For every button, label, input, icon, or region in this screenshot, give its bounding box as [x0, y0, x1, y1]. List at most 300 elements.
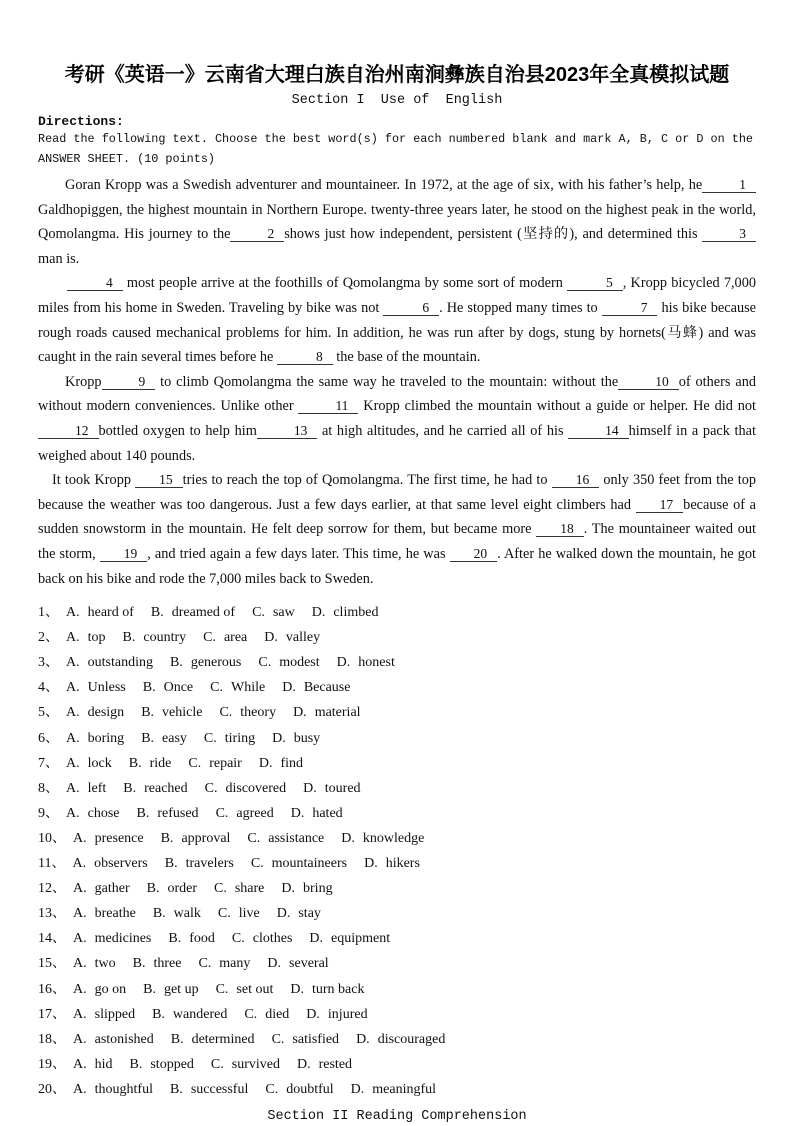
option-B: [170, 655, 241, 670]
option-text: tiring: [224, 730, 256, 746]
passage-text: man is.: [38, 250, 80, 267]
option-A: [66, 655, 153, 670]
option-text: breathe: [94, 906, 136, 922]
option-C: [211, 1057, 280, 1072]
option-text: presence: [94, 830, 144, 846]
option-B: [133, 956, 182, 971]
option-letter: D.: [272, 730, 286, 746]
option-C: [198, 956, 250, 971]
question-number: 14、: [38, 931, 66, 947]
option-C: [218, 906, 260, 921]
question-row: [38, 851, 756, 876]
option-text: ride: [149, 755, 172, 771]
question-number: 18、: [38, 1031, 66, 1047]
option-text: walk: [173, 906, 201, 922]
option-text: observers: [94, 856, 148, 872]
blank-2: 2: [230, 226, 284, 242]
blank-7: 7: [602, 300, 658, 316]
option-D: [272, 731, 320, 746]
option-C: [258, 655, 319, 670]
option-A: [73, 906, 136, 921]
passage-text: his bike because rough roads caused mechanical problems for him. In addition, he was run after by dogs, stung by hornets(马蜂) and was caught in the rain several times before he: [38, 299, 757, 366]
option-D: [291, 806, 343, 821]
option-text: hid: [94, 1056, 113, 1072]
question-row: [38, 625, 756, 650]
option-text: go on: [94, 981, 127, 997]
passage-text: himself in a pack that weighed about 140 pounds.: [38, 422, 756, 464]
passage-paragraph: [38, 173, 756, 271]
question-row: [38, 951, 756, 976]
option-text: approval: [181, 830, 231, 846]
option-letter: D.: [311, 605, 326, 621]
option-letter: B.: [136, 805, 150, 821]
passage-text: , and tried again a few days later. This time, he was: [147, 545, 450, 562]
option-letter: C.: [203, 630, 216, 646]
question-row: [38, 901, 756, 926]
option-A: [66, 605, 134, 620]
option-text: country: [143, 630, 187, 646]
option-text: refused: [157, 805, 199, 821]
option-text: left: [87, 780, 107, 796]
option-letter: B.: [150, 605, 164, 621]
option-letter: B.: [129, 1056, 143, 1072]
option-letter: D.: [341, 830, 355, 846]
option-D: [341, 831, 424, 846]
question-number: 5、: [38, 705, 59, 721]
option-letter: D.: [290, 981, 304, 997]
option-D: [309, 931, 390, 946]
option-text: set out: [236, 981, 274, 997]
option-letter: A.: [73, 1081, 87, 1097]
option-text: generous: [190, 655, 242, 671]
option-C: [204, 731, 255, 746]
option-letter: A.: [72, 856, 87, 872]
option-D: [312, 605, 379, 620]
option-text: meaningful: [372, 1081, 437, 1097]
question-number: 17、: [38, 1006, 66, 1022]
option-B: [141, 731, 187, 746]
option-letter: C.: [215, 805, 229, 821]
question-number: 8、: [38, 780, 59, 796]
option-C: [214, 881, 264, 896]
option-A: [66, 806, 120, 821]
passage-text: Kropp: [65, 373, 102, 390]
option-letter: B.: [170, 1031, 184, 1047]
option-letter: C.: [215, 981, 229, 997]
option-B: [152, 1007, 227, 1022]
option-text: food: [189, 931, 215, 947]
option-D: [264, 630, 320, 645]
option-C: [252, 605, 295, 620]
passage-paragraph: [38, 271, 756, 369]
question-row: [38, 826, 756, 851]
option-A: [66, 731, 124, 746]
option-letter: C.: [188, 755, 202, 771]
directions-text: Read the following text. Choose the best word(s) for each numbered blank and mark A, B, C or D on the ANSWER SHEET. (10 points): [38, 132, 754, 166]
question-number: 4、: [38, 680, 59, 696]
blank-16: 16: [552, 472, 600, 488]
option-text: many: [219, 956, 251, 972]
option-text: honest: [358, 655, 395, 671]
option-text: lock: [87, 755, 112, 771]
option-text: dreamed of: [171, 605, 236, 621]
option-letter: C.: [265, 1081, 279, 1097]
option-text: busy: [293, 730, 321, 746]
option-B: [165, 856, 234, 871]
blank-17: 17: [636, 497, 684, 513]
option-D: [282, 680, 350, 695]
option-letter: D.: [267, 956, 282, 972]
option-C: [203, 630, 247, 645]
option-text: modest: [279, 655, 320, 671]
option-letter: C.: [210, 680, 223, 696]
option-B: [161, 831, 231, 846]
option-text: equipment: [331, 931, 391, 947]
option-text: knowledge: [362, 830, 425, 846]
option-letter: D.: [293, 705, 307, 721]
section2-heading: Section II Reading Comprehension: [267, 1108, 527, 1124]
question-number: 9、: [38, 805, 59, 821]
option-C: [251, 856, 347, 871]
option-text: Once: [163, 680, 194, 696]
section1-heading: Section I Use of English: [291, 93, 503, 108]
option-letter: C.: [204, 780, 218, 796]
question-row: [38, 926, 756, 951]
option-letter: D.: [290, 805, 305, 821]
question-row: [38, 700, 756, 725]
question-row: [38, 801, 756, 826]
option-text: travelers: [185, 856, 234, 872]
option-letter: A.: [73, 1031, 87, 1047]
option-C: [247, 831, 324, 846]
option-text: toured: [324, 780, 361, 796]
option-text: boring: [87, 730, 125, 746]
option-text: bring: [303, 881, 333, 897]
option-D: [356, 1032, 445, 1047]
blank-18: 18: [536, 521, 584, 537]
option-text: rested: [318, 1056, 353, 1072]
option-D: [303, 781, 360, 796]
option-letter: A.: [73, 981, 87, 997]
question-number: 19、: [38, 1056, 66, 1072]
option-text: turn back: [312, 981, 365, 997]
option-text: discouraged: [377, 1031, 446, 1047]
option-text: theory: [240, 705, 277, 721]
passage-text: to climb Qomolangma the same way he traveled to the mountain: without the: [155, 373, 619, 390]
option-letter: D.: [264, 630, 278, 646]
option-text: thoughtful: [94, 1081, 153, 1097]
option-letter: C.: [247, 830, 261, 846]
option-letter: D.: [296, 1056, 311, 1072]
option-text: live: [238, 906, 260, 922]
option-letter: B.: [152, 906, 166, 922]
option-D: [277, 906, 321, 921]
option-letter: C.: [244, 1006, 258, 1022]
passage-text: the base of the mountain.: [332, 349, 481, 366]
passage-text: at high altitudes, and he carried all of his: [317, 422, 569, 439]
blank-13: 13: [257, 423, 318, 439]
option-text: hated: [312, 805, 343, 821]
option-letter: A.: [73, 1056, 87, 1072]
option-text: While: [230, 680, 266, 696]
option-text: medicines: [94, 931, 152, 947]
passage-text: Goran Kropp was a Swedish adventurer and mountaineer. In 1972, at the age of six, with his father’s help, he: [65, 177, 703, 193]
option-A: [66, 705, 124, 720]
option-B: [143, 982, 198, 997]
option-text: survived: [231, 1056, 280, 1072]
option-letter: C.: [258, 655, 272, 671]
option-D: [259, 756, 303, 771]
question-number: 3、: [38, 655, 59, 671]
option-text: agreed: [236, 805, 274, 821]
option-letter: C.: [252, 605, 265, 621]
option-A: [72, 856, 147, 871]
option-B: [168, 931, 215, 946]
option-letter: C.: [250, 856, 264, 872]
question-row: [38, 1002, 756, 1027]
option-text: astonished: [94, 1031, 154, 1047]
option-A: [66, 781, 106, 796]
passage-text: tries to reach the top of Qomolangma. The first time, he had to: [182, 472, 552, 489]
option-D: [364, 856, 420, 871]
option-letter: B.: [128, 755, 142, 771]
option-letter: C.: [271, 1031, 285, 1047]
option-D: [281, 881, 332, 896]
question-row: [38, 726, 756, 751]
option-text: area: [223, 630, 248, 646]
directions-label: Directions:: [38, 114, 124, 129]
option-text: two: [94, 956, 116, 972]
option-letter: A.: [73, 931, 87, 947]
passage-text: most people arrive at the foothills of Qomolangma by some sort of modern: [122, 275, 568, 292]
option-letter: D.: [276, 906, 291, 922]
option-letter: A.: [73, 956, 87, 972]
option-letter: D.: [356, 1031, 370, 1047]
option-text: find: [280, 755, 304, 771]
option-letter: D.: [306, 1006, 320, 1022]
option-C: [210, 680, 265, 695]
option-letter: B.: [164, 856, 178, 872]
option-text: get up: [163, 981, 199, 997]
option-text: mountaineers: [271, 856, 348, 872]
option-letter: B.: [160, 830, 174, 846]
passage-text: because of a sudden snowstorm in the mountain. He felt deep sorrow for them, but became more: [38, 496, 756, 538]
question-number: 15、: [38, 956, 66, 972]
option-text: several: [289, 956, 329, 972]
option-text: doubtful: [286, 1081, 334, 1097]
option-D: [293, 705, 361, 720]
passage-text: . After he walked down the mountain, he got back on his bike and rode the 7,000 miles back to Sweden.: [38, 545, 756, 587]
passage-text: . The mountaineer waited out the storm,: [38, 521, 756, 562]
option-D: [306, 1007, 367, 1022]
option-letter: D.: [258, 755, 273, 771]
option-text: injured: [327, 1006, 368, 1022]
passage-paragraph: [38, 468, 756, 591]
option-B: [123, 630, 187, 645]
question-row: [38, 675, 756, 700]
option-letter: B.: [152, 1006, 165, 1022]
option-letter: B.: [143, 981, 156, 997]
blank-15: 15: [135, 472, 183, 488]
option-letter: C.: [203, 730, 217, 746]
passage-text: . He stopped many times to: [439, 299, 602, 316]
option-letter: A.: [66, 705, 80, 721]
blank-14: 14: [568, 423, 629, 439]
option-B: [143, 680, 193, 695]
option-A: [66, 630, 106, 645]
blank-3: 3: [702, 226, 756, 242]
option-B: [151, 605, 235, 620]
option-text: share: [234, 881, 265, 897]
option-text: vehicle: [162, 705, 203, 721]
option-B: [147, 881, 197, 896]
option-letter: C.: [219, 705, 233, 721]
page-title: 考研《英语一》云南省大理白族自治州南涧彝族自治县2023年全真模拟试题: [64, 64, 730, 86]
passage-text: of others and without modern conveniences. Unlike other: [38, 373, 756, 415]
blank-5: 5: [567, 275, 623, 291]
option-text: discovered: [225, 780, 287, 796]
option-text: design: [87, 705, 125, 721]
option-D: [337, 655, 395, 670]
option-D: [267, 956, 328, 971]
blank-12: 12: [38, 423, 99, 439]
question-number: 13、: [38, 906, 66, 922]
option-text: Because: [303, 680, 351, 696]
blank-8: 8: [277, 349, 333, 365]
option-letter: B.: [168, 931, 182, 947]
blank-6: 6: [383, 300, 439, 316]
option-D: [297, 1057, 352, 1072]
option-text: wandered: [172, 1006, 228, 1022]
option-D: [351, 1082, 436, 1097]
question-row: [38, 1027, 756, 1052]
option-B: [171, 1032, 255, 1047]
option-C: [265, 1082, 333, 1097]
option-A: [73, 982, 126, 997]
option-B: [137, 806, 199, 821]
option-text: Unless: [87, 680, 126, 696]
option-letter: B.: [146, 881, 160, 897]
option-letter: A.: [66, 805, 80, 821]
question-number: 11、: [38, 856, 66, 872]
option-letter: D.: [303, 780, 317, 796]
option-text: climbed: [333, 605, 379, 621]
option-text: material: [314, 705, 361, 721]
option-text: repair: [209, 755, 242, 771]
option-letter: A.: [73, 881, 87, 897]
option-text: slipped: [94, 1006, 136, 1022]
passage-text: bottled oxygen to help him: [98, 422, 257, 439]
question-row: [38, 977, 756, 1002]
option-letter: A.: [66, 780, 80, 796]
option-A: [73, 1032, 154, 1047]
question-list: [38, 600, 756, 1102]
option-text: heard of: [87, 605, 134, 621]
option-letter: C.: [231, 931, 245, 947]
option-C: [272, 1032, 340, 1047]
passage-text: Kropp climbed the mountain without a guide or helper. He did not: [358, 398, 756, 415]
option-letter: A.: [73, 830, 87, 846]
option-letter: B.: [142, 680, 156, 696]
option-C: [244, 1007, 289, 1022]
option-letter: C.: [217, 906, 231, 922]
option-text: outstanding: [87, 655, 153, 671]
option-A: [73, 881, 130, 896]
option-A: [73, 1007, 135, 1022]
option-A: [73, 1057, 113, 1072]
option-letter: A.: [66, 755, 80, 771]
option-text: chose: [87, 805, 120, 821]
option-text: died: [265, 1006, 290, 1022]
option-B: [123, 781, 187, 796]
blank-9: 9: [102, 374, 156, 390]
option-C: [219, 705, 276, 720]
blank-4: 4: [67, 275, 123, 291]
option-letter: B.: [141, 705, 155, 721]
passage-text: shows just how independent, persistent (坚持的), and determined this: [284, 226, 703, 243]
option-A: [66, 756, 112, 771]
option-letter: D.: [281, 881, 296, 897]
option-text: easy: [162, 730, 187, 746]
option-text: three: [153, 956, 182, 972]
option-text: hikers: [385, 856, 420, 872]
option-B: [170, 1082, 248, 1097]
option-letter: A.: [66, 655, 80, 671]
option-C: [232, 931, 293, 946]
option-B: [153, 906, 201, 921]
option-letter: A.: [66, 605, 80, 621]
option-A: [73, 1082, 153, 1097]
question-row: [38, 776, 756, 801]
option-letter: A.: [66, 730, 80, 746]
passage-text: only 350 feet from the top because the weather was too dangerous. Just a few days earlier, at that same level eight climbers had: [38, 472, 756, 513]
option-text: reached: [144, 780, 188, 796]
question-number: 20、: [38, 1081, 66, 1097]
question-row: [38, 650, 756, 675]
option-text: saw: [272, 605, 295, 621]
question-number: 7、: [38, 755, 59, 771]
question-number: 16、: [38, 981, 66, 997]
option-A: [66, 680, 126, 695]
option-text: gather: [94, 881, 130, 897]
option-letter: A.: [66, 630, 80, 646]
passage-text: It took Kropp: [52, 472, 136, 489]
blank-11: 11: [298, 398, 358, 414]
option-letter: A.: [73, 906, 87, 922]
passage-text: , Kropp bicycled 7,000 miles from his home in Sweden. Traveling by bike was not: [38, 275, 756, 316]
question-number: 2、: [38, 630, 59, 646]
option-text: clothes: [252, 931, 293, 947]
question-number: 12、: [38, 881, 66, 897]
blank-20: 20: [450, 546, 498, 562]
question-row: [38, 1052, 756, 1077]
option-letter: B.: [169, 1081, 183, 1097]
option-text: stay: [298, 906, 321, 922]
question-row: [38, 876, 756, 901]
question-row: [38, 751, 756, 776]
option-A: [73, 831, 144, 846]
option-D: [290, 982, 364, 997]
question-number: 6、: [38, 730, 59, 746]
option-letter: C.: [214, 881, 227, 897]
option-text: valley: [285, 630, 321, 646]
option-letter: D.: [282, 680, 296, 696]
option-text: assistance: [268, 830, 325, 846]
cloze-passage: [38, 173, 756, 591]
option-C: [216, 806, 274, 821]
option-B: [130, 1057, 194, 1072]
passage-text: Galdhopiggen, the highest mountain in Northern Europe. twenty-three years later, he stood on the highest peak in the world, Qomolangma. His journey to the: [38, 201, 756, 243]
